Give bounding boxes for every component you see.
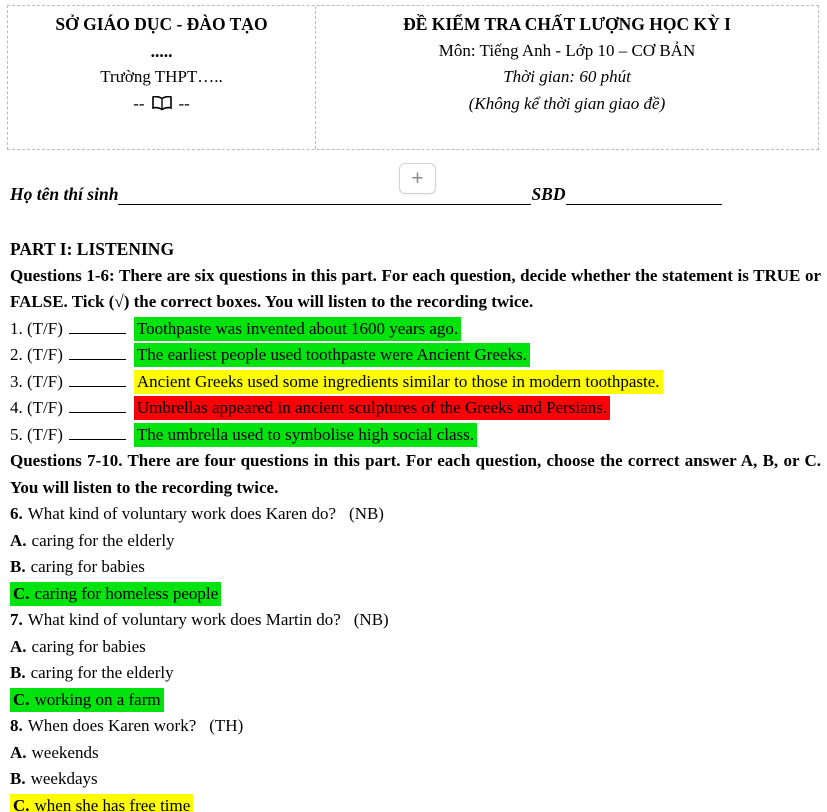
exam-subject: Môn: Tiếng Anh - Lớp 10 – CƠ BẢN — [438, 40, 696, 60]
tf-item — [10, 395, 821, 422]
mc-option — [10, 793, 821, 812]
dash-left: -- — [133, 93, 145, 113]
student-name-label: Họ tên thí sinh — [10, 184, 119, 204]
option-highlighted — [10, 582, 221, 606]
questions-7-10-intro: Questions 7-10. There are four questions in this part. For each question, choose the correct answer A, B, or C. You will listen to the recording twice. — [10, 451, 821, 497]
mc-option — [10, 528, 821, 555]
option-text: caring for homeless people — [34, 583, 219, 603]
option-text: working on a farm — [34, 689, 161, 709]
question-text: What kind of voluntary work does Karen do? — [27, 504, 337, 523]
mc-option — [10, 554, 821, 581]
option-highlighted — [10, 794, 193, 812]
tf-item-label: 2. (T/F) — [10, 345, 63, 364]
dash-right: -- — [178, 93, 190, 113]
tf-item-label: 4. (T/F) — [10, 398, 63, 417]
option-highlighted — [10, 688, 164, 712]
question-number: 8. — [10, 716, 23, 735]
tf-answer-blank — [69, 423, 126, 440]
mc-option — [10, 740, 821, 767]
header-left-cell — [8, 6, 316, 149]
question-number: 6. — [10, 504, 23, 523]
question-text: When does Karen work? — [27, 716, 197, 735]
student-name-blank — [118, 186, 531, 205]
option-text: when she has free time — [34, 795, 191, 812]
mc-question — [10, 607, 821, 634]
tf-answer-blank — [69, 343, 126, 360]
tf-item — [10, 316, 821, 343]
tf-item-label: 1. (T/F) — [10, 318, 63, 338]
option-label: A. — [10, 636, 27, 656]
insert-plus-button[interactable]: + — [399, 163, 436, 194]
tf-item — [10, 342, 821, 369]
tf-answer-blank — [69, 396, 126, 413]
exam-time: Thời gian: 60 phút — [503, 67, 631, 86]
open-book-icon — [152, 96, 172, 111]
exam-body — [10, 236, 821, 812]
question-tag: (TH) — [209, 716, 244, 735]
exam-title: ĐỀ KIỂM TRA CHẤT LƯỢNG HỌC KỲ I — [403, 14, 731, 34]
tf-statement-highlighted: The umbrella used to symbolise high social class. — [134, 423, 477, 447]
question-number: 7. — [10, 610, 23, 629]
question-text: What kind of voluntary work does Martin do? — [27, 610, 341, 629]
tf-answer-blank — [69, 317, 126, 334]
mc-option — [10, 581, 821, 608]
book-divider-line — [8, 91, 315, 118]
option-label: C. — [13, 795, 30, 812]
tf-item — [10, 422, 821, 449]
option-label: A. — [10, 530, 27, 550]
option-text: caring for babies — [31, 636, 146, 656]
option-label: B. — [10, 769, 26, 788]
department-dots: ..... — [150, 40, 173, 61]
option-text: caring for babies — [30, 557, 145, 576]
exam-note: (Không kể thời gian giao đề) — [468, 93, 666, 113]
part1-title: PART I: LISTENING — [10, 239, 175, 259]
mc-option — [10, 766, 821, 793]
option-label: C. — [13, 583, 30, 603]
tf-statement-highlighted: The earliest people used toothpaste were Ancient Greeks. — [134, 343, 530, 367]
student-id-label: SBD — [531, 184, 566, 204]
tf-statement-highlighted: Toothpaste was invented about 1600 years ago. — [134, 317, 461, 341]
option-text: weekends — [31, 742, 99, 762]
tf-item-label: 3. (T/F) — [10, 371, 63, 391]
option-label: C. — [13, 689, 30, 709]
tf-answer-blank — [69, 370, 126, 387]
tf-item — [10, 369, 821, 396]
option-label: A. — [10, 742, 27, 762]
mc-option — [10, 660, 821, 687]
question-tag: (NB) — [353, 610, 389, 629]
mc-question — [10, 501, 821, 528]
tf-item-label: 5. (T/F) — [10, 424, 63, 444]
mc-question — [10, 713, 821, 740]
student-id-blank — [566, 186, 722, 205]
mc-option — [10, 687, 821, 714]
option-label: B. — [10, 663, 26, 682]
header-right-cell — [316, 6, 818, 149]
option-text: caring for the elderly — [31, 530, 175, 550]
question-tag: (NB) — [349, 504, 384, 523]
tf-statement-highlighted: Ancient Greeks used some ingredients similar to those in modern toothpaste. — [134, 370, 663, 394]
option-text: caring for the elderly — [30, 663, 174, 682]
option-label: B. — [10, 557, 26, 576]
header-table — [7, 5, 819, 150]
school-name: Trường THPT….. — [100, 67, 223, 86]
option-text: weekdays — [30, 769, 98, 788]
questions-1-6-intro: Questions 1-6: There are six questions in this part. For each question, decide whether the statement is TRUE or FALSE. Tick (√) the correct boxes. You will listen to the recording twice. — [10, 265, 821, 311]
mc-option — [10, 634, 821, 661]
department-title: SỞ GIÁO DỤC - ĐÀO TẠO — [55, 14, 268, 34]
tf-statement-highlighted: Umbrellas appeared in ancient sculptures of the Greeks and Persians. — [134, 396, 610, 420]
